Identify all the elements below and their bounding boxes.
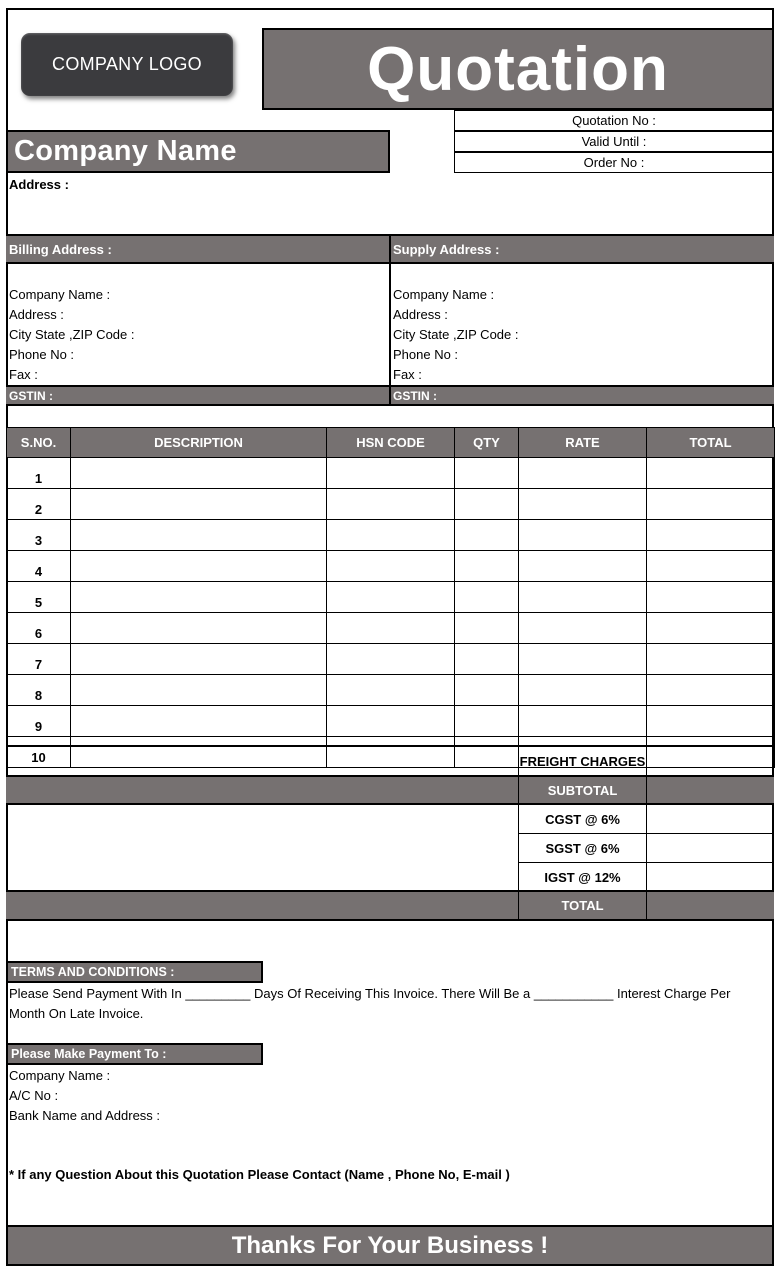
rate-cell[interactable] bbox=[519, 613, 647, 644]
table-row bbox=[7, 613, 775, 644]
subtotal-label: SUBTOTAL bbox=[547, 782, 618, 798]
description-cell[interactable] bbox=[71, 644, 327, 675]
rate-cell[interactable] bbox=[519, 551, 647, 582]
quotation-no-field[interactable] bbox=[454, 110, 774, 131]
qty-cell[interactable] bbox=[455, 706, 519, 737]
hsn-cell[interactable] bbox=[327, 458, 455, 489]
row-number: 6 bbox=[7, 613, 71, 644]
address-divider bbox=[389, 234, 391, 406]
billing-city-zip[interactable]: City State ,ZIP Code : bbox=[9, 327, 135, 342]
supply-address[interactable]: Address : bbox=[393, 307, 448, 322]
description-cell[interactable] bbox=[71, 551, 327, 582]
qty-cell[interactable] bbox=[455, 458, 519, 489]
qty-cell[interactable] bbox=[455, 582, 519, 613]
payment-details bbox=[9, 1066, 509, 1126]
payment-bank[interactable]: Bank Name and Address : bbox=[9, 1108, 161, 1123]
qty-cell[interactable] bbox=[455, 489, 519, 520]
supply-phone[interactable]: Phone No : bbox=[393, 347, 459, 362]
table-row bbox=[7, 644, 775, 675]
freight-charges-label: FREIGHT CHARGES bbox=[519, 753, 646, 769]
freight-charges-value[interactable] bbox=[647, 747, 774, 775]
qty-cell[interactable] bbox=[455, 520, 519, 551]
row-number: 2 bbox=[7, 489, 71, 520]
quotation-no-label: Quotation No : bbox=[572, 113, 656, 128]
sgst-value[interactable] bbox=[647, 834, 774, 863]
order-no-field[interactable] bbox=[454, 152, 774, 173]
cgst-value[interactable] bbox=[647, 805, 774, 834]
table-row bbox=[7, 582, 775, 613]
col-header-total: TOTAL bbox=[647, 428, 775, 458]
payment-heading: Please Make Payment To : bbox=[6, 1043, 263, 1065]
total-cell[interactable] bbox=[647, 644, 775, 675]
table-row bbox=[7, 551, 775, 582]
table-row bbox=[7, 489, 775, 520]
hsn-cell[interactable] bbox=[327, 613, 455, 644]
valid-until-label: Valid Until : bbox=[581, 134, 647, 149]
terms-heading: TERMS AND CONDITIONS : bbox=[6, 961, 263, 983]
rate-cell[interactable] bbox=[519, 706, 647, 737]
hsn-cell[interactable] bbox=[327, 706, 455, 737]
description-cell[interactable] bbox=[71, 520, 327, 551]
row-number: 9 bbox=[7, 706, 71, 737]
items-table bbox=[6, 427, 775, 768]
total-cell[interactable] bbox=[647, 520, 775, 551]
hsn-cell[interactable] bbox=[327, 582, 455, 613]
qty-cell[interactable] bbox=[455, 644, 519, 675]
hsn-cell[interactable] bbox=[327, 675, 455, 706]
rate-cell[interactable] bbox=[519, 489, 647, 520]
description-cell[interactable] bbox=[71, 582, 327, 613]
total-cell[interactable] bbox=[647, 582, 775, 613]
total-cell[interactable] bbox=[647, 613, 775, 644]
supply-company-name[interactable]: Company Name : bbox=[393, 287, 495, 302]
rate-cell[interactable] bbox=[519, 675, 647, 706]
col-header-rate: RATE bbox=[519, 428, 647, 458]
col-header-sno: S.NO. bbox=[7, 428, 71, 458]
row-number: 8 bbox=[7, 675, 71, 706]
items-header-row bbox=[7, 428, 775, 458]
row-number: 1 bbox=[7, 458, 71, 489]
subtotal-value[interactable] bbox=[647, 777, 774, 803]
description-cell[interactable] bbox=[71, 675, 327, 706]
supply-address-heading: Supply Address : bbox=[393, 241, 500, 257]
row-number: 3 bbox=[7, 520, 71, 551]
billing-address[interactable]: Address : bbox=[9, 307, 64, 322]
terms-line-2: Month On Late Invoice. bbox=[9, 1006, 144, 1021]
col-header-qty: QTY bbox=[455, 428, 519, 458]
supply-gstin[interactable]: GSTIN : bbox=[393, 388, 437, 403]
description-cell[interactable] bbox=[71, 706, 327, 737]
hsn-cell[interactable] bbox=[327, 551, 455, 582]
grand-total-label: TOTAL bbox=[561, 898, 604, 913]
table-row bbox=[7, 706, 775, 737]
hsn-cell[interactable] bbox=[327, 644, 455, 675]
table-row bbox=[7, 675, 775, 706]
valid-until-field[interactable] bbox=[454, 131, 774, 152]
qty-cell[interactable] bbox=[455, 675, 519, 706]
description-cell[interactable] bbox=[71, 737, 327, 768]
hsn-cell[interactable] bbox=[327, 489, 455, 520]
igst-value[interactable] bbox=[647, 863, 774, 891]
col-header-description: DESCRIPTION bbox=[71, 428, 327, 458]
total-cell[interactable] bbox=[647, 675, 775, 706]
table-row bbox=[7, 520, 775, 551]
company-name-banner: Company Name bbox=[6, 130, 390, 173]
billing-phone[interactable]: Phone No : bbox=[9, 347, 75, 362]
gstin-divider bbox=[389, 385, 391, 406]
igst-label: IGST @ 12% bbox=[544, 869, 621, 885]
order-no-label: Order No : bbox=[583, 155, 645, 170]
qty-cell[interactable] bbox=[455, 613, 519, 644]
row-number: 4 bbox=[7, 551, 71, 582]
billing-address-heading: Billing Address : bbox=[9, 241, 112, 257]
row-number: 10 bbox=[7, 737, 71, 768]
description-cell[interactable] bbox=[71, 613, 327, 644]
rate-cell[interactable] bbox=[519, 644, 647, 675]
rate-cell[interactable] bbox=[519, 520, 647, 551]
supply-details bbox=[393, 285, 768, 385]
quotation-title: Quotation bbox=[262, 28, 774, 110]
rate-cell[interactable] bbox=[519, 582, 647, 613]
qty-cell[interactable] bbox=[455, 551, 519, 582]
hsn-cell[interactable] bbox=[327, 737, 455, 768]
company-address-label: Address : bbox=[9, 177, 69, 192]
description-cell[interactable] bbox=[71, 458, 327, 489]
payment-company-name[interactable]: Company Name : bbox=[9, 1068, 111, 1083]
thanks-footer: Thanks For Your Business ! bbox=[6, 1225, 774, 1266]
company-logo: COMPANY LOGO bbox=[21, 33, 233, 96]
table-row bbox=[7, 458, 775, 489]
terms-line-1: Please Send Payment With In _________ Days Of Receiving This Invoice. There Will Be a ___________ Interest Charge Per bbox=[9, 986, 731, 1001]
row-number: 7 bbox=[7, 644, 71, 675]
total-cell[interactable] bbox=[647, 706, 775, 737]
total-cell[interactable] bbox=[647, 551, 775, 582]
total-cell[interactable] bbox=[647, 458, 775, 489]
rate-cell[interactable] bbox=[519, 458, 647, 489]
hsn-cell[interactable] bbox=[327, 520, 455, 551]
row-number: 5 bbox=[7, 582, 71, 613]
qty-cell[interactable] bbox=[455, 737, 519, 768]
description-cell[interactable] bbox=[71, 489, 327, 520]
col-header-hsn-code: HSN CODE bbox=[327, 428, 455, 458]
billing-fax[interactable]: Fax : bbox=[9, 367, 38, 382]
supply-fax[interactable]: Fax : bbox=[393, 367, 422, 382]
supply-city-zip[interactable]: City State ,ZIP Code : bbox=[393, 327, 519, 342]
grand-total-value[interactable] bbox=[647, 892, 774, 919]
billing-details bbox=[9, 285, 384, 385]
total-cell[interactable] bbox=[647, 489, 775, 520]
payment-ac-no[interactable]: A/C No : bbox=[9, 1088, 59, 1103]
sgst-label: SGST @ 6% bbox=[519, 834, 646, 863]
cgst-label: CGST @ 6% bbox=[519, 805, 646, 834]
billing-gstin[interactable]: GSTIN : bbox=[9, 388, 53, 403]
billing-company-name[interactable]: Company Name : bbox=[9, 287, 111, 302]
contact-note: * If any Question About this Quotation Please Contact (Name , Phone No, E-mail ) bbox=[9, 1167, 510, 1182]
